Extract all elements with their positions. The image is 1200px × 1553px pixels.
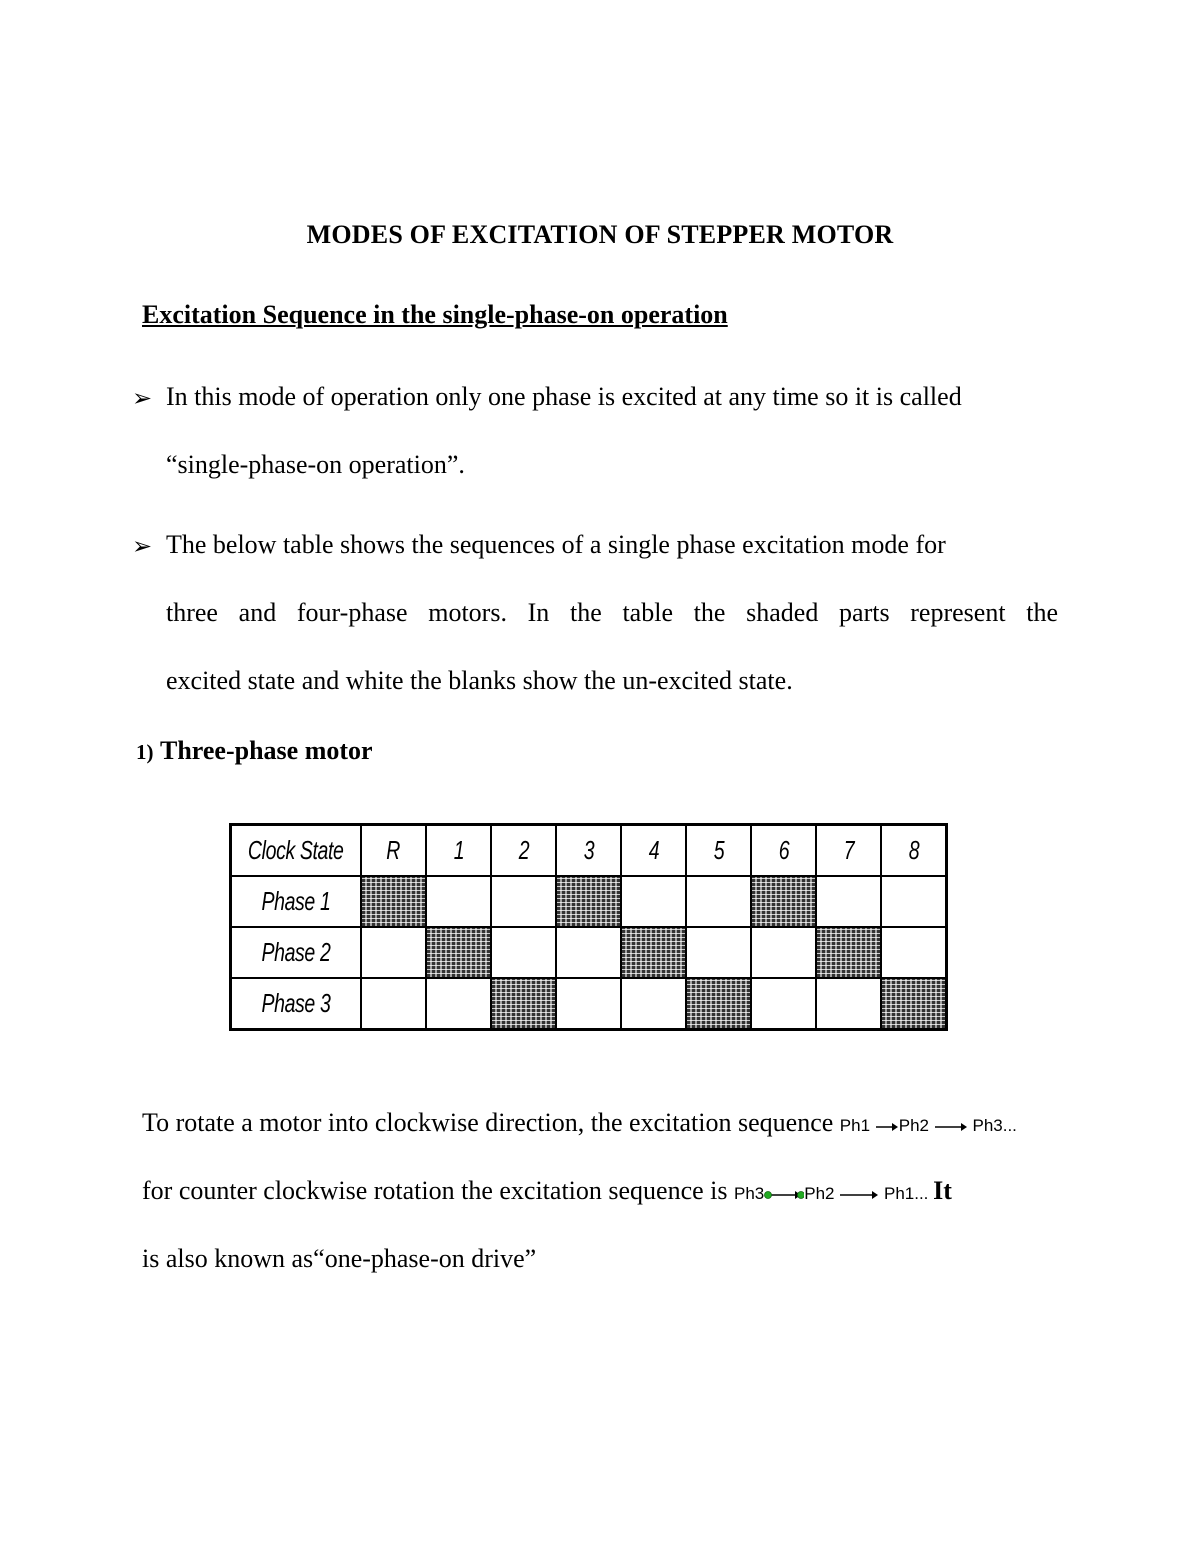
table-column-header: [491, 825, 556, 877]
cw-seq-step-2: Ph2: [898, 1116, 930, 1135]
column-header-text: 6: [778, 835, 789, 865]
bullet-arrow-icon: ➢: [132, 386, 153, 412]
bullet-1-line-1: In this mode of operation only one phase is excited at any time so it is called: [166, 382, 962, 411]
section-heading-text: Three-phase motor: [160, 736, 373, 765]
table-header-row: [231, 825, 947, 877]
column-header-text: 1: [453, 835, 464, 865]
column-header-text: 3: [583, 835, 594, 865]
column-header-text: 8: [908, 835, 919, 865]
table-column-header: [751, 825, 816, 877]
table-column-header: [556, 825, 621, 877]
unexcited-cell: [426, 978, 491, 1030]
unexcited-cell: [751, 978, 816, 1030]
table-column-header: [881, 825, 947, 877]
row-label-text: Phase 1: [261, 886, 331, 916]
paragraph-line-2: [142, 1176, 952, 1206]
paragraph-line-1-text: To rotate a motor into clockwise direction, the excitation sequence: [142, 1108, 834, 1137]
excitation-table: [229, 823, 948, 1031]
arrow-right-icon: [764, 1189, 804, 1201]
arrow-right-icon: [934, 1122, 968, 1132]
unexcited-cell: [751, 927, 816, 978]
bullet-2-line-1: The below table shows the sequences of a single phase excitation mode for: [166, 530, 946, 559]
section-number: 1): [136, 740, 154, 764]
unexcited-cell: [491, 876, 556, 927]
section-subtitle: Excitation Sequence in the single-phase-on operation: [142, 300, 728, 329]
row-label-text: Phase 2: [261, 937, 331, 967]
column-header-text: R: [386, 835, 401, 865]
excited-cell: [426, 927, 491, 978]
unexcited-cell: [556, 978, 621, 1030]
unexcited-cell: [426, 876, 491, 927]
table-header-label: [231, 825, 362, 877]
section-heading: [136, 736, 373, 766]
paragraph-line-2-tail: It: [933, 1176, 952, 1205]
unexcited-cell: [686, 876, 751, 927]
bullet-2-line-3: excited state and white the blanks show the un-excited state.: [166, 666, 793, 695]
table-column-header: [426, 825, 491, 877]
unexcited-cell: [816, 978, 881, 1030]
page-title: MODES OF EXCITATION OF STEPPER MOTOR: [306, 220, 894, 249]
unexcited-cell: [881, 927, 947, 978]
unexcited-cell: [686, 927, 751, 978]
row-label: [231, 978, 362, 1030]
table-column-header: [621, 825, 686, 877]
paragraph-line-3: is also known as“one-phase-on drive”: [142, 1244, 537, 1273]
paragraph-line-2-text: for counter clockwise rotation the excitation sequence is: [142, 1176, 728, 1205]
table-column-header: [686, 825, 751, 877]
unexcited-cell: [556, 927, 621, 978]
bullet-1-line-2: “single-phase-on operation”.: [166, 450, 465, 479]
table-header-label-text: Clock State: [248, 835, 344, 865]
table-row: [231, 876, 947, 927]
cw-sequence: [840, 1116, 1017, 1135]
row-label-text: Phase 3: [261, 988, 331, 1018]
unexcited-cell: [621, 978, 686, 1030]
row-label: [231, 876, 362, 927]
table-column-header: [361, 825, 426, 877]
excited-cell: [881, 978, 947, 1030]
excited-cell: [556, 876, 621, 927]
excited-cell: [491, 978, 556, 1030]
column-header-text: 2: [518, 835, 529, 865]
ccw-sequence: [734, 1184, 933, 1203]
unexcited-cell: [491, 927, 556, 978]
arrow-right-icon: [875, 1122, 899, 1132]
table-column-header: [816, 825, 881, 877]
ccw-seq-step-1: Ph3: [734, 1184, 765, 1203]
unexcited-cell: [881, 876, 947, 927]
table-row: [231, 927, 947, 978]
column-header-text: 4: [648, 835, 659, 865]
unexcited-cell: [621, 876, 686, 927]
unexcited-cell: [361, 978, 426, 1030]
column-header-text: 7: [843, 835, 854, 865]
paragraph-line-1: [142, 1108, 1017, 1138]
arrow-right-icon: [839, 1190, 879, 1200]
excited-cell: [621, 927, 686, 978]
bullet-2-line-2: three and four-phase motors. In the table the shaded parts represent the: [166, 598, 1058, 627]
ccw-seq-step-2: Ph2: [804, 1184, 835, 1203]
ccw-seq-step-3: Ph1...: [883, 1184, 929, 1203]
excited-cell: [361, 876, 426, 927]
excited-cell: [816, 927, 881, 978]
cw-seq-step-1: Ph1: [839, 1116, 871, 1135]
unexcited-cell: [361, 927, 426, 978]
row-label: [231, 927, 362, 978]
excited-cell: [751, 876, 816, 927]
cw-seq-step-3: Ph3...: [972, 1116, 1017, 1135]
table-row: [231, 978, 947, 1030]
unexcited-cell: [816, 876, 881, 927]
column-header-text: 5: [713, 835, 724, 865]
excited-cell: [686, 978, 751, 1030]
bullet-arrow-icon: ➢: [132, 534, 153, 560]
